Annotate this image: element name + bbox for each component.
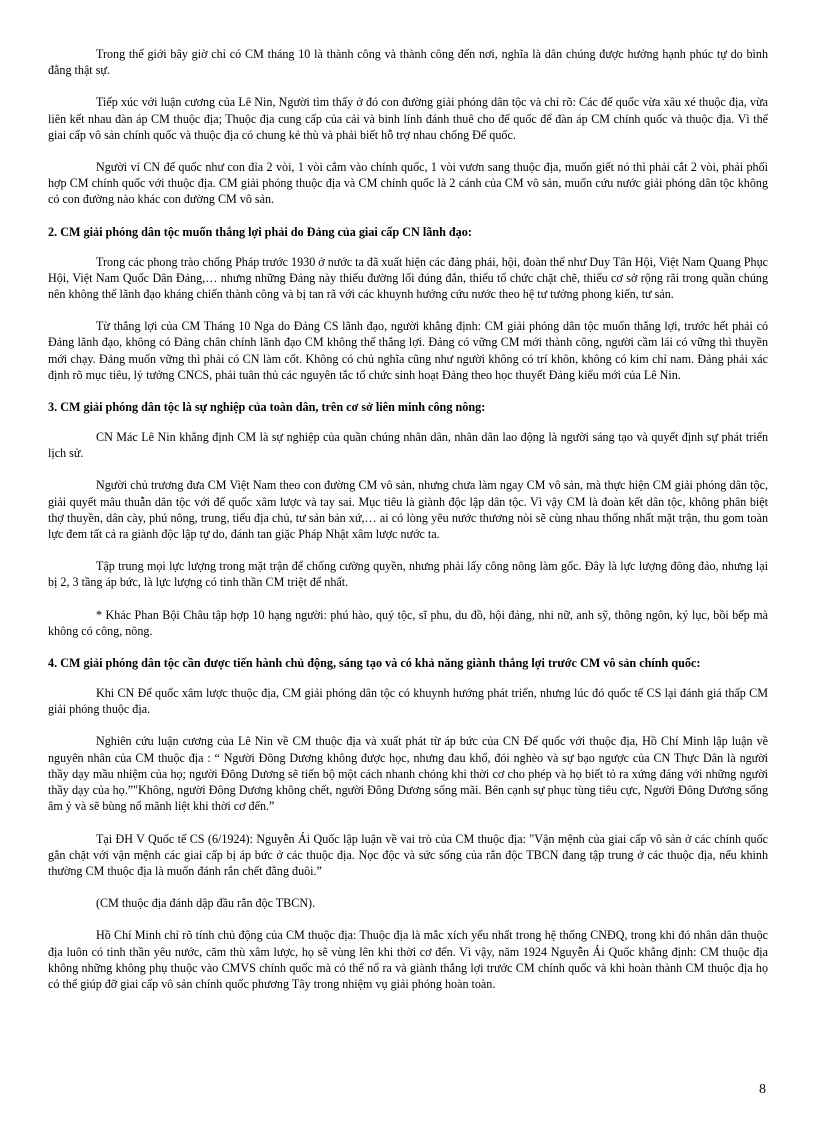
section-heading-2: 2. CM giải phóng dân tộc muốn thắng lợi phải do Đảng của giai cấp CN lãnh đạo:: [48, 224, 472, 239]
paragraph: Từ thắng lợi của CM Tháng 10 Nga do Đảng CS lãnh đạo, người khẳng định: CM giải phóng dân tộc muốn thắng lợi, trước hết phải có Đảng lãnh đạo, không có Đảng chân chính lãnh đạo CM không thể thắng lợi. Đảng có vững CM mới thành công, người cầm lái có vững thì thuyền mới chạy. Đảng muốn vững thì phải có CN làm cốt. Không có chủ nghĩa cũng như người không có trí khôn, không có kim chỉ nam. Đảng phải xác định rõ mục tiêu, lý tưởng CNCS, phải tuân thủ các nguyên tắc tổ chức sinh hoạt Đảng theo học thuyết Đảng kiểu mới của Lê Nin.: [48, 319, 768, 382]
paragraph: Tập trung mọi lực lượng trong mặt trận để chống cường quyền, nhưng phải lấy công nông làm gốc. Đây là lực lượng đông đảo, nhưng lại bị 2, 3 tầng áp bức, là lực lượng có tinh thần CM triệt để nhất.: [48, 559, 768, 590]
page-number: 8: [759, 1082, 766, 1097]
paragraph: Hồ Chí Minh chỉ rõ tính chủ động của CM thuộc địa: Thuộc địa là mắc xích yếu nhất trong hệ thống CNĐQ, trong khi đó nhân dân thuộc địa luôn có tinh thần yêu nước, căm thù xâm lược, họ sẽ vùng lên khi thời cơ đến. Vì vậy, năm 1924 Nguyễn Ái Quốc khẳng định: CM thuộc địa không những không phụ thuộc vào CMVS chính quốc mà có thể nổ ra và giành thắng lợi trước CM chính quốc và khi hoàn thành CM thuộc địa họ có thể giúp đỡ giai cấp vô sản chính quốc phương Tây trong nhiệm vụ giải phóng hoàn toàn.: [48, 928, 768, 991]
paragraph: * Khác Phan Bội Châu tập hợp 10 hạng người: phú hào, quý tộc, sĩ phu, du đồ, hội đảng, nhi nữ, anh sỹ, thông ngôn, ký lục, bồi bếp mà không có công, nông.: [48, 607, 768, 638]
document-page: [48, 46, 768, 1008]
paragraph: CN Mác Lê Nin khẳng định CM là sự nghiệp của quần chúng nhân dân, nhân dân lao động là người sáng tạo và quyết định sự phát triển lịch sử.: [48, 430, 768, 461]
paragraph: Người chủ trương đưa CM Việt Nam theo con đường CM vô sản, nhưng chưa làm ngay CM vô sản, mà thực hiện CM giải phóng dân tộc, giải quyết mâu thuẫn dân tộc với đế quốc xâm lược và tay sai. Mục tiêu là giành độc lập dân tộc. Vì vậy CM là đoàn kết dân tộc, không phân biệt thợ thuyền, dân cày, phú nông, trung, tiểu địa chủ, tư sản bản xứ,… ai có lòng yêu nước thương nòi sẽ cùng nhau thống nhất mặt trận, thu gom toàn lực đem tất cả ra giành độc lập tự do, đánh tan giặc Pháp Nhật xâm lược nước ta.: [48, 478, 768, 542]
paragraph: (CM thuộc địa đánh dập đầu rắn độc TBCN).: [96, 896, 316, 911]
paragraph: Tiếp xúc với luận cương của Lê Nin, Người tìm thấy ở đó con đường giải phóng dân tộc và chỉ rõ: Các đế quốc vừa xâu xé thuộc địa, vừa liên kết nhau đàn áp CM thuộc địa; Thuộc địa cung cấp của cải và binh lính đánh thuê cho đế quốc để đàn áp CM chính quốc và thuộc địa. Vì thế giai cấp vô sản chính quốc và thuộc địa có chung kẻ thù và phải biết hỗ trợ nhau chống Đế quốc.: [48, 95, 768, 142]
paragraph: Trong thế giới bây giờ chỉ có CM tháng 10 là thành công và thành công đến nơi, nghĩa là dân chúng được hưởng hạnh phúc tự do bình đẳng thật sự.: [48, 47, 768, 78]
section-heading-4: 4. CM giải phóng dân tộc cần được tiến hành chủ động, sáng tạo và có khả năng giành thắng lợi trước CM vô sản chính quốc:: [48, 656, 701, 671]
paragraph: Khi CN Đế quốc xâm lược thuộc địa, CM giải phóng dân tộc có khuynh hướng phát triển, nhưng lúc đó quốc tế CS lại đánh giá thấp CM giải phóng thuộc địa.: [48, 686, 768, 717]
paragraph: Tại ĐH V Quốc tế CS (6/1924): Nguyễn Ái Quốc lập luận về vai trò của CM thuộc địa: "Vận mệnh của giai cấp vô sản ở các chính quốc gắn chặt với vận mệnh các giai cấp bị áp bức ở các thuộc địa. Nọc độc và sức sống của rắn độc TBCN đang tập trung ở các thuộc địa, nếu khinh thường CM thuộc địa là muốn đánh rắn chết đằng đuôi.”: [48, 831, 768, 878]
section-heading-3: 3. CM giải phóng dân tộc là sự nghiệp của toàn dân, trên cơ sở liên minh công nông:: [48, 400, 486, 415]
paragraph: Người ví CN đế quốc như con đỉa 2 vòi, 1 vòi cắm vào chính quốc, 1 vòi vươn sang thuộc địa, muốn giết nó thì phải cắt 2 vòi, phải phối hợp CM chính quốc với thuộc địa. CM giải phóng thuộc địa và CM chính quốc là 2 cánh của CM vô sản, muốn cứu nước giải phóng dân tộc không có con đường nào khác con đường CM vô sản.: [48, 160, 768, 207]
paragraph: Nghiên cứu luận cương của Lê Nin về CM thuộc địa và xuất phát từ áp bức của CN Đế quốc với thuộc địa, Hồ Chí Minh lập luận về nguyên nhân của CM thuộc địa : “ Người Đông Dương không được học, nhưng đau khổ, đói nghèo và sự bạo ngược của CN Thực Dân là người thầy dạy mầu nhiệm của họ; người Đông Dương sẽ tiến bộ một cách nhanh chóng khi thời cơ cho phép và họ biết tỏ ra xứng đáng với những người thầy dạy của họ.”"Không, người Đông Dương không chết, người Đông Dương sống mãi. Bên cạnh sự phục tùng tiêu cực, Người Đông Dương sống âm ỷ và sẽ bùng nổ mãnh liệt khi thời cơ đến.”: [48, 734, 768, 814]
paragraph: Trong các phong trào chống Pháp trước 1930 ở nước ta đã xuất hiện các đảng phái, hội, đoàn thể như Duy Tân Hội, Việt Nam Quang Phục Hội, Việt Nam Quốc Dân Đảng,… nhưng những Đảng này thiếu đường lối đúng đắn, thiếu tổ chức chặt chẽ, thiếu cơ sở rộng rãi trong quần chúng nên không thể lãnh đạo kháng chiến thành công và bị tan rã với các khuynh hướng cứu nước theo hệ tư tưởng phong kiến, tư sản.: [48, 254, 768, 302]
